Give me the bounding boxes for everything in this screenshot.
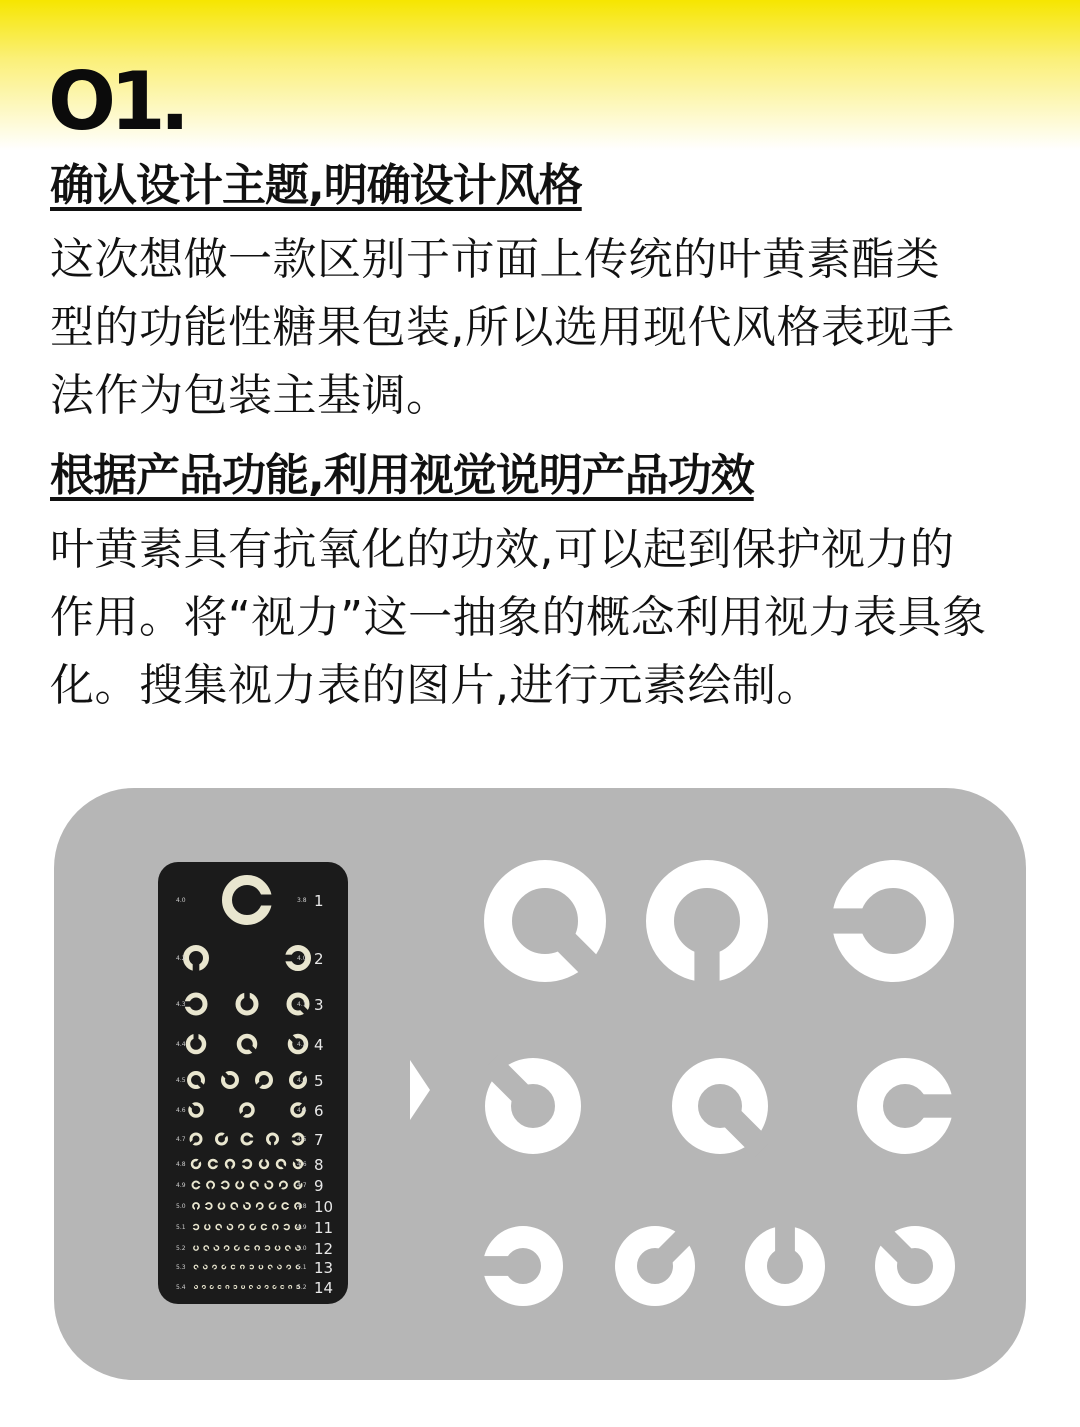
eye-chart-right-value: 4.9 (297, 1224, 307, 1231)
undefined (249, 1286, 253, 1290)
eye-chart-left-value: 4.2 (176, 955, 186, 962)
undefined (243, 1202, 250, 1209)
undefined (251, 1182, 259, 1190)
undefined (210, 1285, 214, 1289)
undefined (250, 1223, 256, 1229)
undefined (192, 1225, 199, 1230)
undefined (264, 1286, 268, 1290)
undefined (203, 1264, 207, 1268)
eye-chart-row-number: 4 (314, 1036, 324, 1054)
undefined (193, 1203, 199, 1211)
eye-chart-left-value: 4.6 (176, 1107, 186, 1114)
eye-chart-left-value: 4.5 (176, 1077, 186, 1084)
undefined (245, 1246, 251, 1250)
eye-chart-right-value: 4.5 (297, 1136, 307, 1143)
eye-chart-left-value: 5.4 (176, 1284, 186, 1291)
undefined (238, 1225, 244, 1231)
eye-chart-row-number: 14 (314, 1279, 334, 1297)
undefined (221, 1071, 237, 1087)
eye-chart-row-number: 8 (314, 1156, 324, 1174)
undefined (872, 1223, 944, 1295)
undefined (188, 1032, 204, 1053)
undefined (264, 1246, 270, 1250)
undefined (194, 1285, 198, 1289)
undefined (482, 1055, 568, 1141)
undefined (220, 1182, 229, 1189)
eye-chart-row-number: 10 (314, 1198, 334, 1216)
undefined (277, 1160, 287, 1170)
undefined (277, 1264, 281, 1268)
undefined (219, 1201, 225, 1209)
undefined (194, 1244, 198, 1250)
undefined (218, 1286, 222, 1289)
undefined (224, 1246, 229, 1251)
undefined (242, 1134, 255, 1144)
undefined (268, 1265, 272, 1269)
undefined (239, 1104, 253, 1118)
section2-line: 作用。将“视力”这一抽象的概念利用视力表具象 (50, 592, 987, 643)
undefined (249, 1265, 254, 1269)
undefined (268, 1134, 278, 1147)
eye-chart-left-value: 4.3 (176, 1001, 186, 1008)
undefined (259, 1264, 263, 1269)
eye-chart-left-value: 4.4 (176, 1041, 186, 1048)
undefined (192, 1158, 202, 1168)
eye-chart-right-value: 5.1 (297, 1264, 307, 1271)
undefined (283, 1225, 290, 1230)
undefined (188, 1102, 202, 1116)
eye-chart-row-number: 3 (314, 996, 324, 1014)
section1-line: 这次想做一款区别于市面上传统的叶黄素酯类 (50, 234, 940, 285)
undefined (273, 1285, 277, 1289)
undefined (233, 1286, 237, 1289)
undefined (202, 1286, 206, 1290)
undefined (289, 1286, 292, 1290)
undefined (256, 1203, 263, 1210)
undefined (270, 1202, 277, 1209)
eye-chart-left-value: 5.0 (176, 1203, 186, 1210)
undefined (236, 1180, 243, 1189)
undefined (186, 948, 206, 974)
eye-chart-right-value: 4.2 (297, 1041, 307, 1048)
eye-chart-row-number: 12 (314, 1240, 334, 1258)
eye-chart-right-value: 5.2 (297, 1284, 307, 1291)
undefined (255, 1073, 271, 1089)
eye-chart-left-value: 4.7 (176, 1136, 186, 1143)
undefined (189, 1134, 201, 1146)
undefined (286, 1265, 290, 1269)
eye-chart-right-value: 4.0 (297, 955, 307, 962)
undefined (238, 990, 256, 1013)
undefined (472, 1237, 552, 1295)
undefined (222, 1264, 226, 1268)
eye-chart-left-value: 4.0 (176, 897, 186, 904)
eye-chart-row-number: 7 (314, 1131, 324, 1149)
undefined (207, 1182, 214, 1191)
eye-chart-left-value: 5.1 (176, 1224, 186, 1231)
eye-chart-row-number: 5 (314, 1072, 324, 1090)
undefined (626, 1223, 698, 1295)
undefined (264, 1180, 272, 1188)
undefined (255, 1246, 259, 1252)
undefined (239, 1036, 258, 1055)
eye-chart-right-value: 5.0 (297, 1245, 307, 1252)
eye-chart-left-value: 5.2 (176, 1245, 186, 1252)
undefined (870, 1071, 966, 1141)
section1-line: 型的功能性糖果包装,所以选用现代风格表现手 (50, 302, 955, 353)
eye-chart-right-value: 4.1 (297, 1001, 307, 1008)
undefined (227, 880, 277, 920)
undefined (235, 1245, 240, 1250)
eye-chart-row-number: 9 (314, 1177, 324, 1195)
section1-line: 法作为包装主基调。 (50, 370, 451, 421)
undefined (193, 1182, 202, 1189)
eye-chart-right-value: 4.3 (297, 1077, 307, 1084)
eye-chart-right-value: 4.8 (297, 1203, 307, 1210)
eye-chart-left-value: 5.3 (176, 1264, 186, 1271)
undefined (262, 1225, 269, 1230)
undefined (216, 1225, 222, 1231)
undefined (281, 1286, 285, 1289)
undefined (226, 1160, 234, 1171)
undefined (204, 1246, 209, 1251)
eye-chart-right-value: 4.7 (297, 1182, 307, 1189)
eye-chart-row-number: 1 (314, 892, 324, 910)
undefined (217, 1132, 229, 1144)
undefined (241, 1265, 245, 1270)
eye-chart-row-number: 2 (314, 950, 324, 968)
undefined (231, 1203, 238, 1210)
undefined (213, 1245, 218, 1250)
undefined (818, 874, 940, 968)
undefined (226, 1223, 232, 1229)
undefined (231, 1265, 236, 1269)
undefined (756, 1215, 814, 1295)
undefined (212, 1265, 216, 1269)
undefined (205, 1223, 210, 1230)
undefined (498, 874, 607, 983)
undefined (273, 1225, 278, 1232)
eye-chart-left-value: 4.8 (176, 1161, 186, 1168)
section2-line: 化。搜集视力表的图片,进行元素绘制。 (50, 660, 821, 711)
undefined (685, 1071, 771, 1157)
undefined (226, 1286, 229, 1290)
undefined (275, 1244, 279, 1250)
undefined (282, 1203, 290, 1209)
undefined (209, 1160, 220, 1168)
eye-chart-right-value: 4.6 (297, 1161, 307, 1168)
undefined (660, 874, 754, 996)
eye-chart-row-number: 13 (314, 1259, 334, 1277)
eye-chart-right-value: 4.4 (297, 1107, 307, 1114)
eye-chart-left-value: 4.9 (176, 1182, 186, 1189)
undefined (257, 1285, 261, 1289)
undefined (279, 1182, 287, 1190)
undefined (189, 1073, 205, 1089)
undefined (286, 1246, 291, 1251)
undefined (204, 1203, 212, 1209)
eye-chart-row-number: 6 (314, 1102, 324, 1120)
undefined (242, 1285, 245, 1289)
section1-heading: 确认设计主题,明确设计风格 (50, 160, 582, 211)
step-number: O1. (48, 55, 185, 148)
section2-line: 叶黄素具有抗氧化的功效,可以起到保护视力的 (50, 524, 955, 575)
undefined (241, 1160, 252, 1168)
undefined (194, 1265, 198, 1269)
section2-heading: 根据产品功能,利用视觉说明产品功效 (50, 450, 754, 501)
undefined (260, 1158, 268, 1169)
eye-chart-right-value: 3.8 (297, 897, 307, 904)
eye-chart-row-number: 11 (314, 1219, 334, 1237)
